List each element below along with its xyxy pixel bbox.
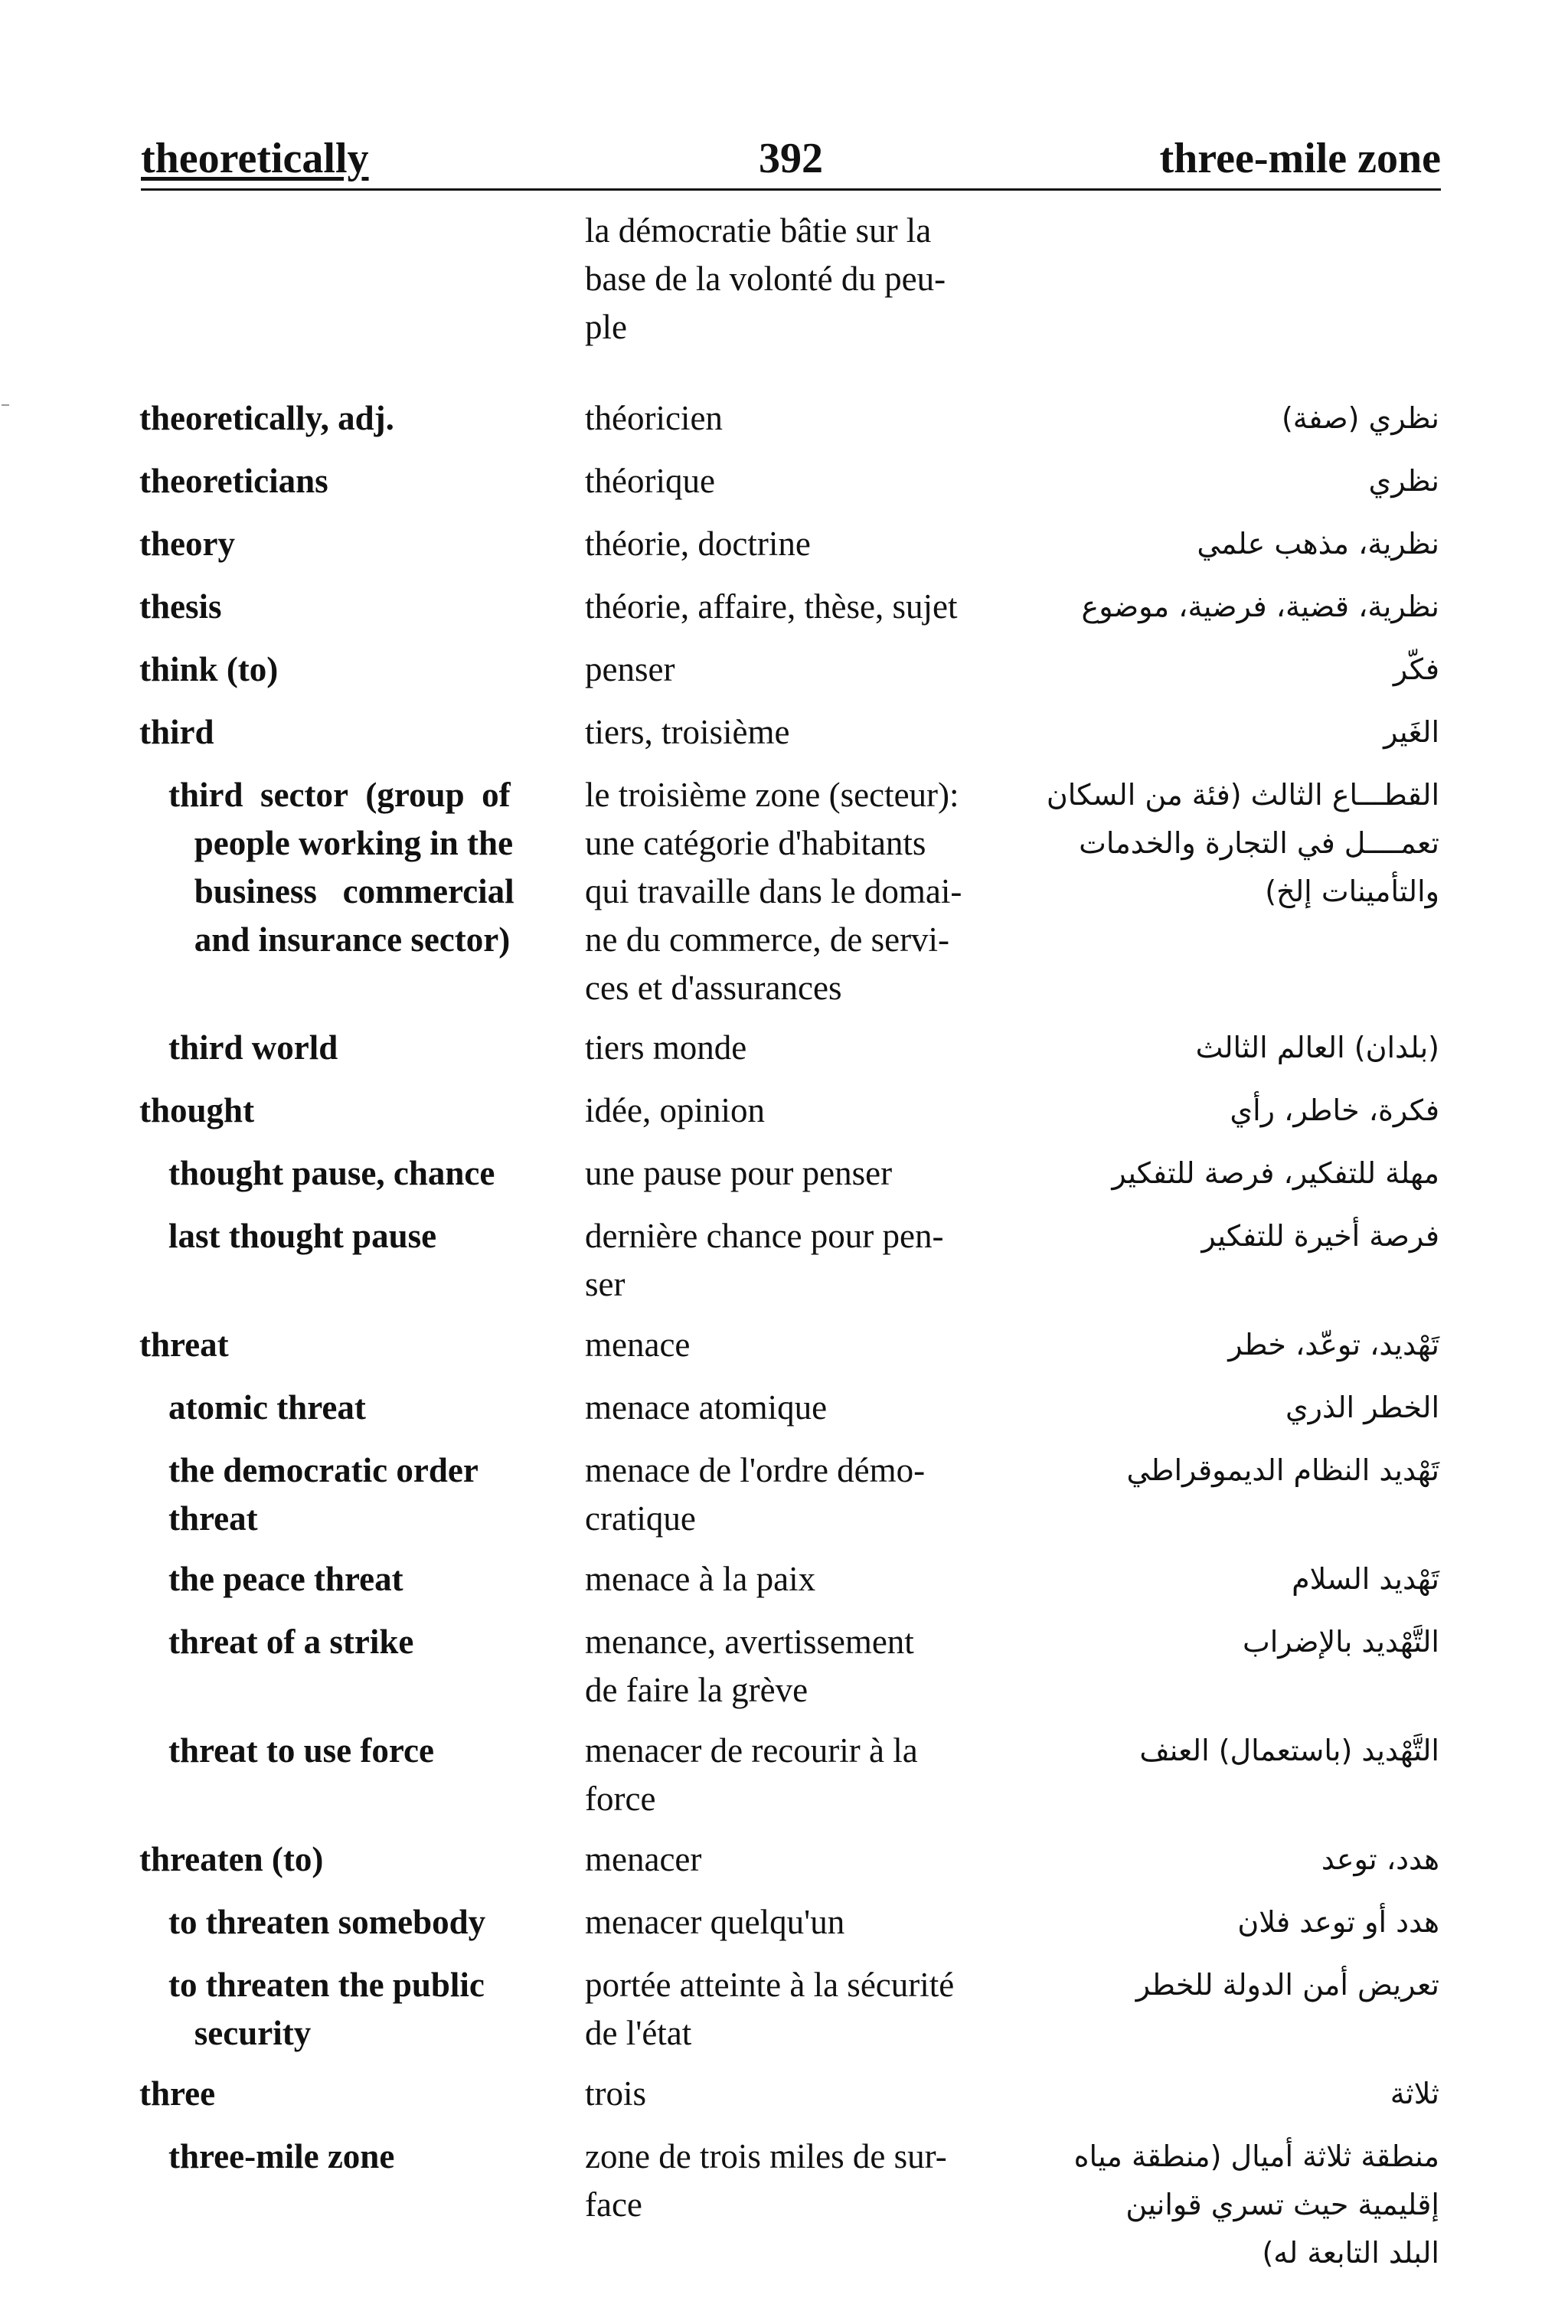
entry-arabic: نظري [1368, 464, 1439, 498]
entry-english: threaten (to) [139, 1840, 324, 1878]
entry-row [0, 520, 1568, 583]
entry-english: third sector (group of people working in the business commercial and insurance sector) [168, 776, 514, 959]
entry-arabic: تَهْديد السلام [1292, 1562, 1439, 1596]
entry-arabic: ثلاثة [1390, 2077, 1439, 2110]
entry-row [0, 583, 1568, 646]
entry-french: zone de trois miles de sur- face [585, 2137, 947, 2224]
entry-english: the peace threat [168, 1560, 403, 1598]
entry-french: menacer [585, 1840, 702, 1878]
entry-row [0, 708, 1568, 771]
entry-english: thought pause, chance [168, 1154, 495, 1192]
entry-french: penser [585, 650, 675, 688]
entry-row [0, 1835, 1568, 1898]
entry-french: tiers monde [585, 1028, 747, 1067]
entry-row [0, 457, 1568, 520]
entry-french: théorie, affaire, thèse, sujet [585, 587, 958, 626]
entry-french: trois [585, 2074, 647, 2113]
entry-french: la démocratie bâtie sur la base de la volonté du peu- ple [585, 211, 946, 346]
entry-english: last thought pause [168, 1217, 437, 1255]
entry-french: idée, opinion [585, 1091, 765, 1129]
page-header [141, 129, 1441, 188]
entry-french: théorique [585, 462, 715, 500]
entry-row [0, 1087, 1568, 1149]
entry-english: thought [139, 1091, 255, 1129]
entry-arabic: فكّر [1393, 652, 1439, 686]
entry-row [0, 207, 1568, 394]
entry-french: portée atteinte à la sécurité de l'état [585, 1966, 955, 2052]
entry-english: third world [168, 1028, 338, 1067]
entry-arabic: هدد، توعد [1321, 1842, 1439, 1876]
entry-row [0, 1149, 1568, 1212]
entry-english: theoreticians [139, 462, 328, 500]
entry-arabic: تَهْديد، توعّد، خطر [1228, 1328, 1439, 1361]
entry-arabic: منطقة ثلاثة أميال (منطقة مياه إقليمية حيث تسري قوانين البلد التابعة له) [1073, 2139, 1439, 2270]
entry-arabic: فرصة أخيرة للتفكير [1201, 1219, 1439, 1253]
entry-french: menacer de recourir à la force [585, 1731, 918, 1818]
entry-row [0, 771, 1568, 1024]
entry-english: threat to use force [168, 1731, 434, 1770]
entry-french: menacer quelqu'un [585, 1903, 845, 1941]
entry-row [0, 1555, 1568, 1618]
entry-english: think (to) [139, 650, 279, 688]
entry-arabic: نظرية، قضية، فرضية، موضوع [1081, 590, 1439, 623]
entry-english: the democratic order threat [168, 1451, 479, 1538]
entry-arabic: القطـــاع الثالث (فئة من السكان تعمــــل في التجارة والخدمات والتأمينات إلخ) [1046, 778, 1439, 908]
entry-row [0, 1727, 1568, 1835]
header-first-entry: theoretically [141, 135, 369, 182]
entry-row [0, 394, 1568, 457]
entry-english: three [139, 2074, 216, 2113]
entry-arabic: نظرية، مذهب علمي [1197, 527, 1439, 561]
entry-row [0, 1212, 1568, 1321]
entry-french: dernière chance pour pen- ser [585, 1217, 944, 1303]
entry-arabic: الخطر الذري [1285, 1391, 1439, 1424]
entry-english: thesis [139, 587, 222, 626]
entry-row [0, 1446, 1568, 1555]
entry-french: menance, avertissement de faire la grève [585, 1623, 914, 1709]
entry-french: une pause pour penser [585, 1154, 893, 1192]
entry-french: tiers, troisième [585, 713, 790, 751]
entry-french: menace à la paix [585, 1560, 816, 1598]
entry-row [0, 1321, 1568, 1384]
header-rule [141, 188, 1441, 191]
entry-arabic: هدد أو توعد فلان [1237, 1905, 1439, 1939]
entry-arabic: مهلة للتفكير، فرصة للتفكير [1112, 1156, 1439, 1190]
entry-french: théoricien [585, 399, 723, 437]
entry-arabic: التَّهْديد (باستعمال) العنف [1139, 1734, 1439, 1767]
entry-arabic: الغَير [1383, 715, 1439, 749]
entry-french: menace atomique [585, 1388, 828, 1427]
entry-french: menace de l'ordre démo- cratique [585, 1451, 926, 1538]
entry-arabic: التَّهْديد بالإضراب [1242, 1625, 1439, 1659]
entry-english: theory [139, 525, 235, 563]
entry-row [0, 1898, 1568, 1961]
entry-arabic: (بلدان) العالم الثالث [1195, 1031, 1439, 1064]
entry-english: three-mile zone [168, 2137, 395, 2175]
entry-english: threat [139, 1325, 229, 1364]
entry-arabic: نظري (صفة) [1281, 401, 1439, 435]
entry-arabic: تَهْديد النظام الديموقراطي [1126, 1453, 1439, 1487]
entry-row [0, 2133, 1568, 2286]
page-number: 392 [759, 135, 823, 182]
entry-row [0, 1024, 1568, 1087]
entry-french: menace [585, 1325, 691, 1364]
header-last-entry: three-mile zone [1159, 135, 1441, 182]
entry-row [0, 2070, 1568, 2133]
entry-english: theoretically, adj. [139, 399, 394, 437]
entry-arabic: فكرة، خاطر، رأي [1230, 1093, 1439, 1127]
entry-english: third [139, 713, 214, 751]
entry-english: threat of a strike [168, 1623, 414, 1661]
entry-french: théorie, doctrine [585, 525, 811, 563]
entry-row [0, 1384, 1568, 1446]
entry-arabic: تعريض أمن الدولة للخطر [1135, 1968, 1439, 2002]
entry-french: le troisième zone (secteur): une catégorie d'habitants qui travaille dans le domai- ne du commerce, de servi- ces et d'assurances [585, 776, 962, 1007]
entry-english: to threaten the public security [168, 1966, 485, 2052]
entry-english: to threaten somebody [168, 1903, 486, 1941]
entry-list [0, 207, 1568, 2286]
entry-row [0, 1961, 1568, 2070]
entry-row [0, 1618, 1568, 1727]
entry-english: atomic threat [168, 1388, 366, 1427]
entry-row [0, 646, 1568, 708]
